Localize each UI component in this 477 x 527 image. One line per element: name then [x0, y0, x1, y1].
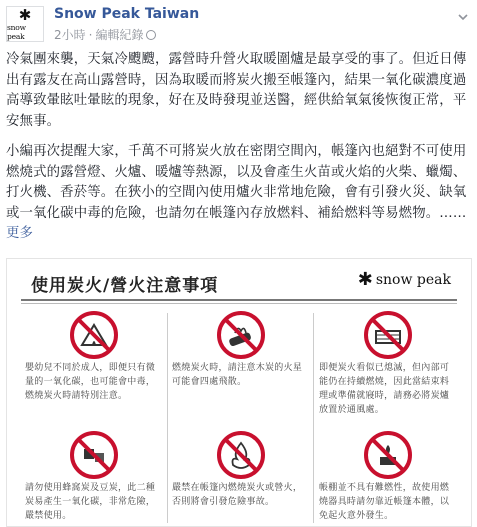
warning-item [168, 429, 314, 527]
poster-title: 使用炭火/營火注意事項 [31, 276, 219, 296]
globe-icon [146, 30, 156, 40]
poster-divider [21, 303, 457, 304]
post-meta [54, 26, 156, 43]
see-more-link[interactable]: 更多 [6, 226, 34, 241]
poster-logo [358, 269, 451, 290]
post-timestamp[interactable]: 2小時 [54, 28, 86, 42]
no-flame-icon [215, 429, 267, 481]
snowpeak-logo-star-icon: ✱ [18, 5, 32, 24]
warning-item [21, 429, 167, 527]
warning-caption: 嬰幼兒不同於成人，即便只有微量的一氧化碳，也可能會中毒，燃燒炭火時請特別注意。 [25, 363, 156, 401]
post-header [6, 4, 472, 44]
post-paragraph-text: 小編再次提醒大家，千萬不可將炭火放在密閉空間內，帳篷內也絕對不可使用燃燒式的露營燈、火爐、暖爐等熱源，以及會產生火苗或火焰的火柴、蠟燭、打火機、香菸等。在狹小的空間內使用爐火非常地危險，會有引發火災、缺氧或一氧化碳中毒的危險，也請勿在帳篷內存放燃料、補給燃料等易燃物。…… [6, 144, 467, 221]
chevron-down-icon[interactable] [456, 10, 470, 24]
warning-caption: 即便炭火看似已熄滅，但內部可能仍在持續燃燒，因此當結束料理或準備就寢時，請務必將炭爐放置於通風處。 [319, 363, 450, 415]
no-grill-fire-icon [362, 309, 414, 361]
meta-separator: · [88, 28, 93, 42]
snowpeak-logo-star-icon: ✱ [357, 269, 373, 290]
warning-caption: 請勿使用蜂窩炭及豆炭，此二種炭易產生一氧化碳，非常危險，嚴禁使用。 [25, 483, 156, 521]
page-name-link[interactable]: Snow Peak Taiwan [54, 6, 200, 22]
post-body [6, 50, 472, 255]
post-paragraph: 冷氣團來襲，天氣冷颼颼，露營時升營火取暖圍爐是最享受的事了。但近日傳出有露友在高山露營時，因為取暖而將炭火搬至帳篷內，結果一氧化碳濃度過高導致暈眩吐暈眩的現象，好在及時發現並送醫，經供給氧氣後恢復正常，平安無事。 [6, 52, 467, 129]
page-avatar[interactable] [6, 6, 44, 42]
no-burner-icon [362, 429, 414, 481]
warning-caption: 燃燒炭火時，請注意木炭的火星可能會四處飛散。 [172, 363, 303, 387]
warning-item [168, 309, 314, 427]
warning-caption: 帳棚並不具有難燃性，故使用燃燒器具時請勿靠近帳篷本體，以免起火意外發生。 [319, 483, 450, 521]
post-image-safety-poster[interactable] [6, 258, 472, 527]
no-charcoal-indoor-icon [215, 309, 267, 361]
avatar-logo-text: snow peak [7, 22, 26, 41]
poster-logo-text: snow peak [375, 271, 451, 288]
post-paragraph [6, 142, 472, 245]
no-fire-in-tent-icon [68, 309, 120, 361]
poster-divider [21, 299, 457, 301]
poster-header [21, 267, 457, 297]
warning-item [315, 309, 461, 427]
no-bbq-icon [68, 429, 120, 481]
warning-caption: 嚴禁在帳篷內燃燒炭火或營火，否則將會引發危險事故。 [172, 483, 303, 507]
warning-item [315, 429, 461, 527]
warning-item [21, 309, 167, 427]
edit-history-link[interactable]: 編輯紀錄 [95, 28, 144, 42]
